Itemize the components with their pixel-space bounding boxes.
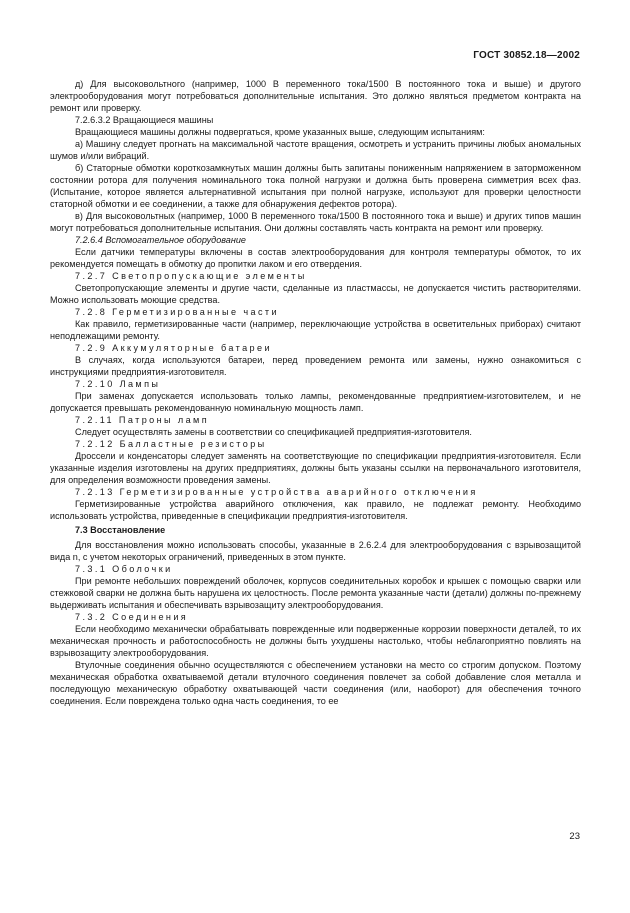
body-paragraph: 7.2.6.3.2 Вращающиеся машины <box>75 115 214 125</box>
body-paragraph: Если необходимо механически обрабатывать поврежденные или подверженные коррозии поверхности деталей, то их механическая прочность и работоспособность не должны быть ухудшены настолько, чтобы неблагоприятно повлиять на взрывозащиту электрооборудования. <box>50 624 581 658</box>
body-paragraph: в) Для высоковольтных (например, 1000 В переменного тока/1500 В постоянного тока и выше) и других типов машин могут потребоваться дополнительные испытания. Они должны составлять часть контракта на ремонт или проверку. <box>50 211 581 233</box>
body-paragraph: д) Для высоковольтного (например, 1000 В переменного тока/1500 В постоянного тока и выше) и другого электрооборудования могут потребоваться дополнительные испытания. Это должно являться предметом контракта на ремонт или проверку. <box>50 79 581 113</box>
body-paragraph: Светопропускающие элементы и другие части, сделанные из пластмассы, не допускается чистить растворителями. Можно использовать моющие средства. <box>50 283 581 305</box>
subsection-heading: 7.2.9 Аккумуляторные батареи <box>75 343 272 353</box>
body-paragraph: При заменах допускается использовать только лампы, рекомендованные предприятием-изготовителем, и не допускается превышать рекомендованную номинальную мощность ламп. <box>50 391 581 413</box>
page-number: 23 <box>569 831 580 842</box>
body-paragraph: Следует осуществлять замены в соответствии со спецификацией предприятия-изготовителя. <box>75 427 472 437</box>
subsection-heading: 7.2.12 Балластные резисторы <box>75 439 267 449</box>
subsection-heading: 7.3.1 Оболочки <box>75 564 173 574</box>
subsection-heading: 7.2.13 Герметизированные устройства аварийного отключения <box>75 487 478 497</box>
body-paragraph: Герметизированные устройства аварийного отключения, как правило, не подлежат ремонту. Необходимо использовать устройства, приведенные в спецификации предприятия-изготовителя. <box>50 499 581 521</box>
body-paragraph: В случаях, когда используются батареи, перед проведением ремонта или замены, нужно ознакомиться с инструкциями предприятия-изготовителя. <box>50 355 581 377</box>
subsection-heading: 7.2.8 Герметизированные части <box>75 307 279 317</box>
body-paragraph: Если датчики температуры включены в состав электрооборудования для контроля температуры обмоток, то их рекомендуется помещать в обмотку до пропитки лаком и его отвердения. <box>50 247 581 269</box>
subsection-heading: 7.2.10 Лампы <box>75 379 161 389</box>
body-paragraph: При ремонте небольших повреждений оболочек, корпусов соединительных коробок и крышек с помощью сварки или стежковой сварки не должна быть нарушена их целостность. После ремонта указанные части (детали) должны по-прежнему выдерживать испытания и обеспечивать взрывозащиту электрооборудования. <box>50 576 581 610</box>
subsection-heading: 7.3.2 Соединения <box>75 612 189 622</box>
subsection-heading: 7.2.6.4 Вспомогательное оборудование <box>75 235 246 245</box>
body-paragraph: Втулочные соединения обычно осуществляются с обеспечением установки на место со строгим допуском. Поэтому механическая обработка охватываемой детали втулочного соединения повлечет за собой добавление слоя металла и последующую механическую обработку охватывающей части соединения (или, наоборот) для обеспечения точного соединения. Если повреждена только одна часть соединения, то ее <box>50 660 581 706</box>
body-paragraph: Вращающиеся машины должны подвергаться, кроме указанных выше, следующим испытаниям: <box>75 127 485 137</box>
body-paragraph: б) Статорные обмотки короткозамкнутых машин должны быть запитаны пониженным напряжением в заторможенном состоянии ротора для получения номинального тока полной нагрузки и должна быть проверена симметрия всех фаз. (Испытание, которое является альтернативной испытания при полной нагрузке, используют для проверки целостности статорной обмотки и ее соединении, а также для обнаружения дефектов ротора). <box>50 163 581 209</box>
standard-header: ГОСТ 30852.18—2002 <box>473 50 580 61</box>
document-body <box>50 78 581 707</box>
subsection-heading: 7.2.7 Светопропускающие элементы <box>75 271 307 281</box>
subsection-heading: 7.2.11 Патроны ламп <box>75 415 210 425</box>
section-heading: 7.3 Восстановление <box>75 525 166 535</box>
body-paragraph: Для восстановления можно использовать способы, указанные в 2.6.2.4 для электрооборудования с взрывозащитой вида n, с учетом некоторых ограничений, приведенных в этом пункте. <box>50 540 581 562</box>
body-paragraph: Дроссели и конденсаторы следует заменять на соответствующие по спецификации предприятия-изготовителя. Если указанные изделия изготовлены на других предприятиях, должны быть указаны ссылки на первоначального изготовителя, для определения возможности проведения замены. <box>50 451 581 485</box>
body-paragraph: а) Машину следует прогнать на максимальной частоте вращения, осмотреть и устранить причины любых аномальных шумов и/или вибраций. <box>50 139 581 161</box>
body-paragraph: Как правило, герметизированные части (например, переключающие устройства в осветительных приборах) считают неподлежащими ремонту. <box>50 319 581 341</box>
